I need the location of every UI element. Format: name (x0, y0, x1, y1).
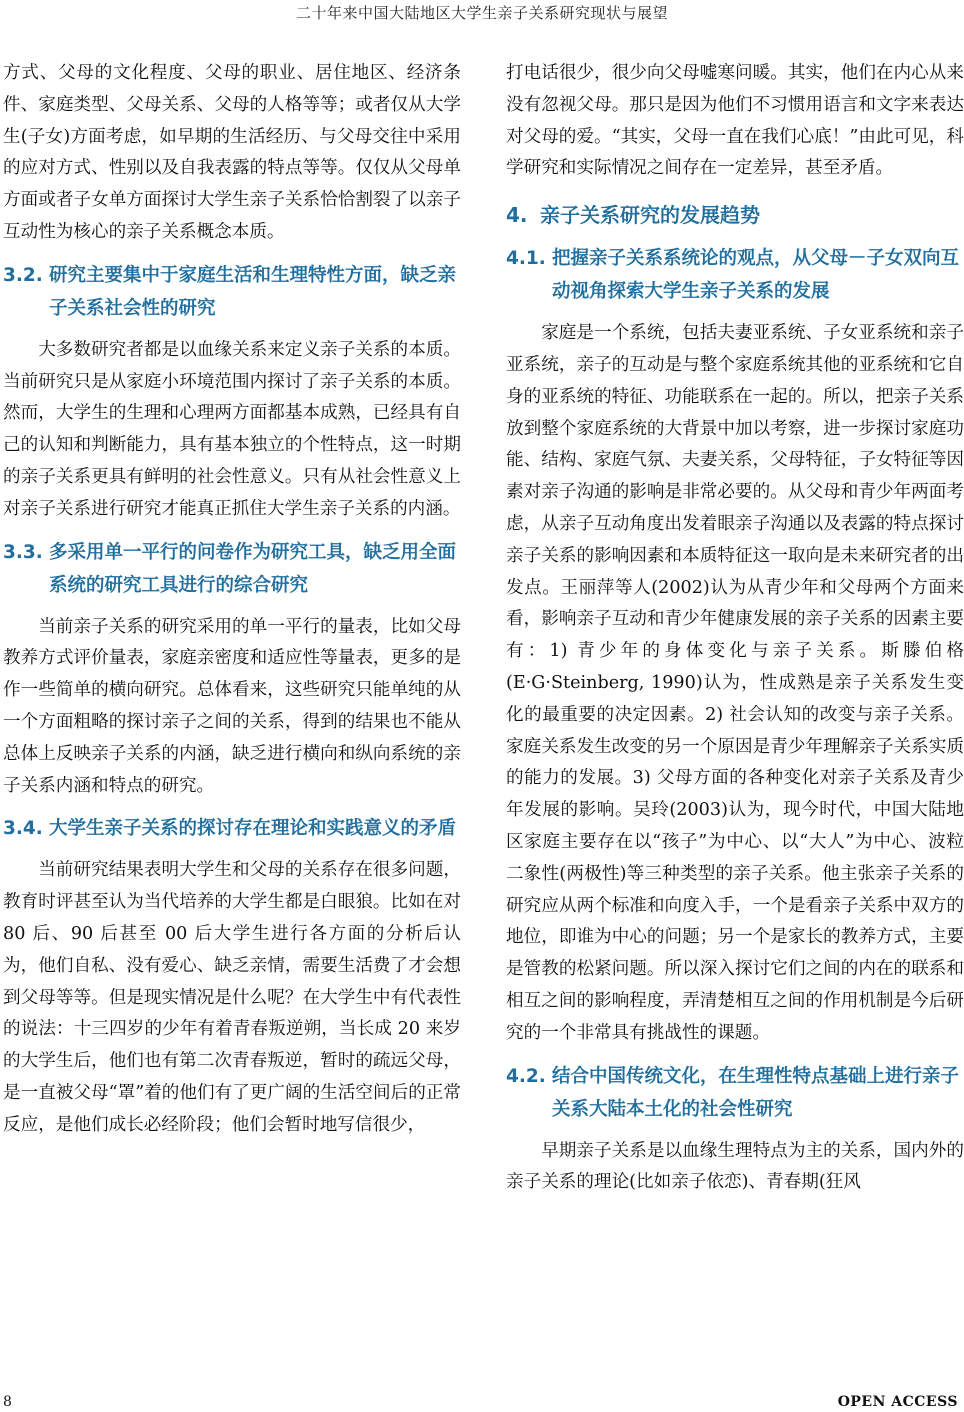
section-number: 3.2. (3, 264, 43, 286)
left-column (3, 58, 461, 1148)
section-heading-4-1 (506, 242, 964, 308)
right-column (506, 58, 964, 1205)
section-heading-4-2 (506, 1060, 964, 1126)
section-heading-4 (506, 199, 964, 232)
paragraph: 早期亲子关系是以血缘生理特点为主的关系，国内外的亲子关系的理论(比如亲子依恋)、青春期(狂风 (506, 1140, 964, 1193)
section-title: 研究主要集中于家庭生活和生理特性方面，缺乏亲子关系社会性的研究 (49, 264, 457, 319)
open-access-label: OPEN ACCESS (837, 1394, 958, 1410)
section-title: 结合中国传统文化，在生理性特点基础上进行亲子关系大陆本土化的社会性研究 (552, 1065, 960, 1120)
paragraph: 当前研究结果表明大学生和父母的关系存在很多问题，教育时评甚至认为当代培养的大学生都是白眼狼。比如在对 80 后、90 后甚至 00 后大学生进行各方面的分析后认为，他们自私、没有爱心、缺乏亲情，需要生活费了才会想到父母等等。但是现实情况是什么呢？在大学生中有代表性的说法：十三四岁的少年有着青春叛逆朔，当长成 20 来岁的大学生后，他们也有第二次青春叛逆，暂时的疏远父母，是一直被父母“罩”着的他们有了更广阔的生活空间后的正常反应，是他们成长必经阶段；他们会暂时地写信很少， (3, 860, 461, 1135)
paragraph: 大多数研究者都是以血缘关系来定义亲子关系的本质。当前研究只是从家庭小环境范围内探讨了亲子关系的本质。然而，大学生的生理和心理两方面都基本成熟，已经具有自己的认知和判断能力，具有基本独立的个性特点，这一时期的亲子关系更具有鲜明的社会性意义。只有从社会性意义上对亲子关系进行研究才能真正抓住大学生亲子关系的内涵。 (3, 339, 461, 519)
section-number: 4. (506, 203, 528, 228)
paragraph: 家庭是一个系统，包括夫妻亚系统、子女亚系统和亲子亚系统，亲子的互动是与整个家庭系统其他的亚系统和它自身的亚系统的特征、功能联系在一起的。所以，把亲子关系放到整个家庭系统的大背景中加以考察，进一步探讨家庭功能、结构、家庭气氛、夫妻关系，父母特征，子女特征等因素对亲子沟通的影响是非常必要的。从父母和青少年两面考虑，从亲子互动角度出发着眼亲子沟通以及表露的特点探讨亲子关系的影响因素和本质特征这一取向是未来研究者的出发点。王丽萍等人(2002)认为从青少年和父母两个方面来看，影响亲子互动和青少年健康发展的亲子关系的因素主要有：1) 青少年的身体变化与亲子关系。斯滕伯格(E·G·Steinberg, 1990)认为，性成熟是亲子关系发生变化的最重要的决定因素。2) 社会认知的改变与亲子关系。家庭关系发生改变的另一个原因是青少年理解亲子关系实质的能力的发展。3) 父母方面的各种变化对亲子关系及青少年发展的影响。吴玲(2003)认为，现今时代，中国大陆地区家庭主要存在以“孩子”为中心、以“大人”为中心、波粒二象性(两极性)等三种类型的亲子关系。他主张亲子关系的研究应从两个标准和向度入手，一个是看亲子关系中双方的地位，即谁为中心的问题；另一个是家长的教养方式，主要是管教的松紧问题。所以深入探讨它们之间的内在的联系和相互之间的影响程度，弄清楚相互之间的作用机制是今后研究的一个非常具有挑战性的课题。 (506, 323, 964, 1043)
section-number: 3.4. (3, 818, 43, 840)
section-number: 4.1. (506, 248, 546, 270)
section-heading-3-2 (3, 259, 461, 325)
page-number: 8 (3, 1394, 12, 1410)
section-heading-3-4 (3, 812, 461, 845)
paragraph: 当前亲子关系的研究采用的单一平行的量表，比如父母教养方式评价量表，家庭亲密度和适应性等量表，更多的是作一些简单的横向研究。总体看来，这些研究只能单纯的从一个方面粗略的探讨亲子之间的关系，得到的结果也不能从总体上反映亲子关系的内涵，缺乏进行横向和纵向系统的亲子关系内涵和特点的研究。 (3, 616, 461, 796)
section-title: 多采用单一平行的问卷作为研究工具，缺乏用全面系统的研究工具进行的综合研究 (49, 541, 457, 596)
section-number: 3.3. (3, 541, 43, 563)
paragraph: 打电话很少，很少向父母嘘寒问暖。其实，他们在内心从来没有忽视父母。那只是因为他们不习惯用语言和文字来表达对父母的爱。“其实，父母一直在我们心底！”由此可见，科学研究和实际情况之间存在一定差异，甚至矛盾。 (506, 63, 964, 179)
section-heading-3-3 (3, 536, 461, 602)
section-title: 把握亲子关系系统论的观点，从父母－子女双向互动视角探索大学生亲子关系的发展 (552, 248, 960, 303)
section-number: 4.2. (506, 1065, 546, 1087)
paragraph: 方式、父母的文化程度、父母的职业、居住地区、经济条件、家庭类型、父母关系、父母的人格等等；或者仅从大学生(子女)方面考虑，如早期的生活经历、与父母交往中采用的应对方式、性别以及自我表露的特点等等。仅仅从父母单方面或者子女单方面探讨大学生亲子关系恰恰割裂了以亲子互动性为核心的亲子关系概念本质。 (3, 63, 461, 242)
running-head: 二十年来中国大陆地区大学生亲子关系研究现状与展望 (295, 4, 668, 22)
section-title: 亲子关系研究的发展趋势 (540, 203, 760, 228)
section-title: 大学生亲子关系的探讨存在理论和实践意义的矛盾 (49, 818, 457, 840)
